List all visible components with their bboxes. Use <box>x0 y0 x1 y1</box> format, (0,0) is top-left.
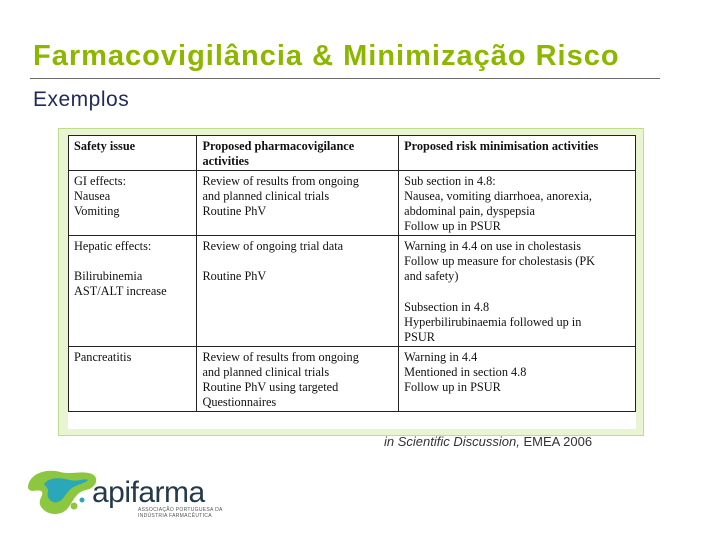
table-cell <box>197 235 399 346</box>
table-cell <box>197 170 399 235</box>
cell-line: and safety) <box>404 269 459 284</box>
cell-line: Questionnaires <box>202 395 277 410</box>
cell-line: Hepatic effects: <box>74 238 152 253</box>
cell-line: Routine PhV <box>202 204 267 219</box>
table-cell <box>69 170 197 235</box>
cell-line: Nausea <box>74 188 111 203</box>
cell-line: Pancreatitis <box>74 349 132 364</box>
table-row <box>69 235 636 346</box>
title-divider <box>30 78 660 79</box>
scanned-table <box>68 135 636 429</box>
cell-line: GI effects: <box>74 173 127 188</box>
cell-line: Warning in 4.4 <box>404 349 478 364</box>
logo-dot-icon <box>71 503 78 510</box>
cell-line: and planned clinical trials <box>202 188 330 203</box>
cell-line: Follow up in PSUR <box>404 219 501 234</box>
cell-line: abdominal pain, dyspepsia <box>404 204 535 219</box>
cell-line: Routine PhV <box>202 269 267 284</box>
header-safety-issue: Safety issue <box>69 136 197 171</box>
table-header-row <box>69 136 636 171</box>
cell-line: Mentioned in section 4.8 <box>404 364 527 379</box>
cell-spacer <box>74 254 191 269</box>
cell-line: Review of ongoing trial data <box>202 238 344 253</box>
table-row <box>69 170 636 235</box>
cell-line: Review of results from ongoing <box>202 349 359 364</box>
cell-line: Follow up measure for cholestasis (PK <box>404 254 596 269</box>
header-pharmacovigilance: Proposed pharmacovigilance activities <box>197 136 399 171</box>
citation-source: EMEA 2006 <box>519 434 593 449</box>
cell-line: and planned clinical trials <box>202 364 330 379</box>
table-image-frame <box>58 128 644 436</box>
logo-tagline-line: INDÚSTRIA FARMACÊUTICA <box>138 513 212 519</box>
cell-line: Warning in 4.4 on use in cholestasis <box>404 238 582 253</box>
risk-table <box>68 135 636 412</box>
cell-line: Routine PhV using targeted <box>202 380 339 395</box>
table-cell <box>399 235 636 346</box>
table-row <box>69 346 636 411</box>
logo-tagline <box>138 507 223 519</box>
header-risk-minimisation: Proposed risk minimisation activities <box>399 136 636 171</box>
logo-dot-icon <box>80 498 85 503</box>
table-cell <box>197 346 399 411</box>
cell-line: Review of results from ongoing <box>202 173 359 188</box>
logo-wordmark: apifarma <box>92 476 205 509</box>
table-cell <box>69 346 197 411</box>
cell-line: Bilirubinemia <box>74 269 143 284</box>
cell-spacer <box>202 254 393 269</box>
citation-italic: in Scientific Discussion, <box>384 434 520 449</box>
logo-tagline-line: ASSOCIAÇÃO PORTUGUESA DA <box>138 507 223 513</box>
cell-line: AST/ALT increase <box>74 284 167 299</box>
cell-line: Follow up in PSUR <box>404 380 501 395</box>
cell-spacer <box>404 285 630 300</box>
slide-subtitle: Exemplos <box>33 88 130 111</box>
cell-line: Nausea, vomiting diarrhoea, anorexia, <box>404 188 592 203</box>
source-citation <box>384 434 592 449</box>
slide-title: Farmacovigilância & Minimização Risco <box>33 40 620 72</box>
cell-line: PSUR <box>404 330 435 345</box>
table-cell <box>69 235 197 346</box>
cell-line: Hyperbilirubinaemia followed up in <box>404 314 582 329</box>
cell-line: Vomiting <box>74 204 120 219</box>
table-cell <box>399 346 636 411</box>
cell-line: Subsection in 4.8 <box>404 299 490 314</box>
cell-line: Sub section in 4.8: <box>404 173 496 188</box>
table-cell <box>399 170 636 235</box>
